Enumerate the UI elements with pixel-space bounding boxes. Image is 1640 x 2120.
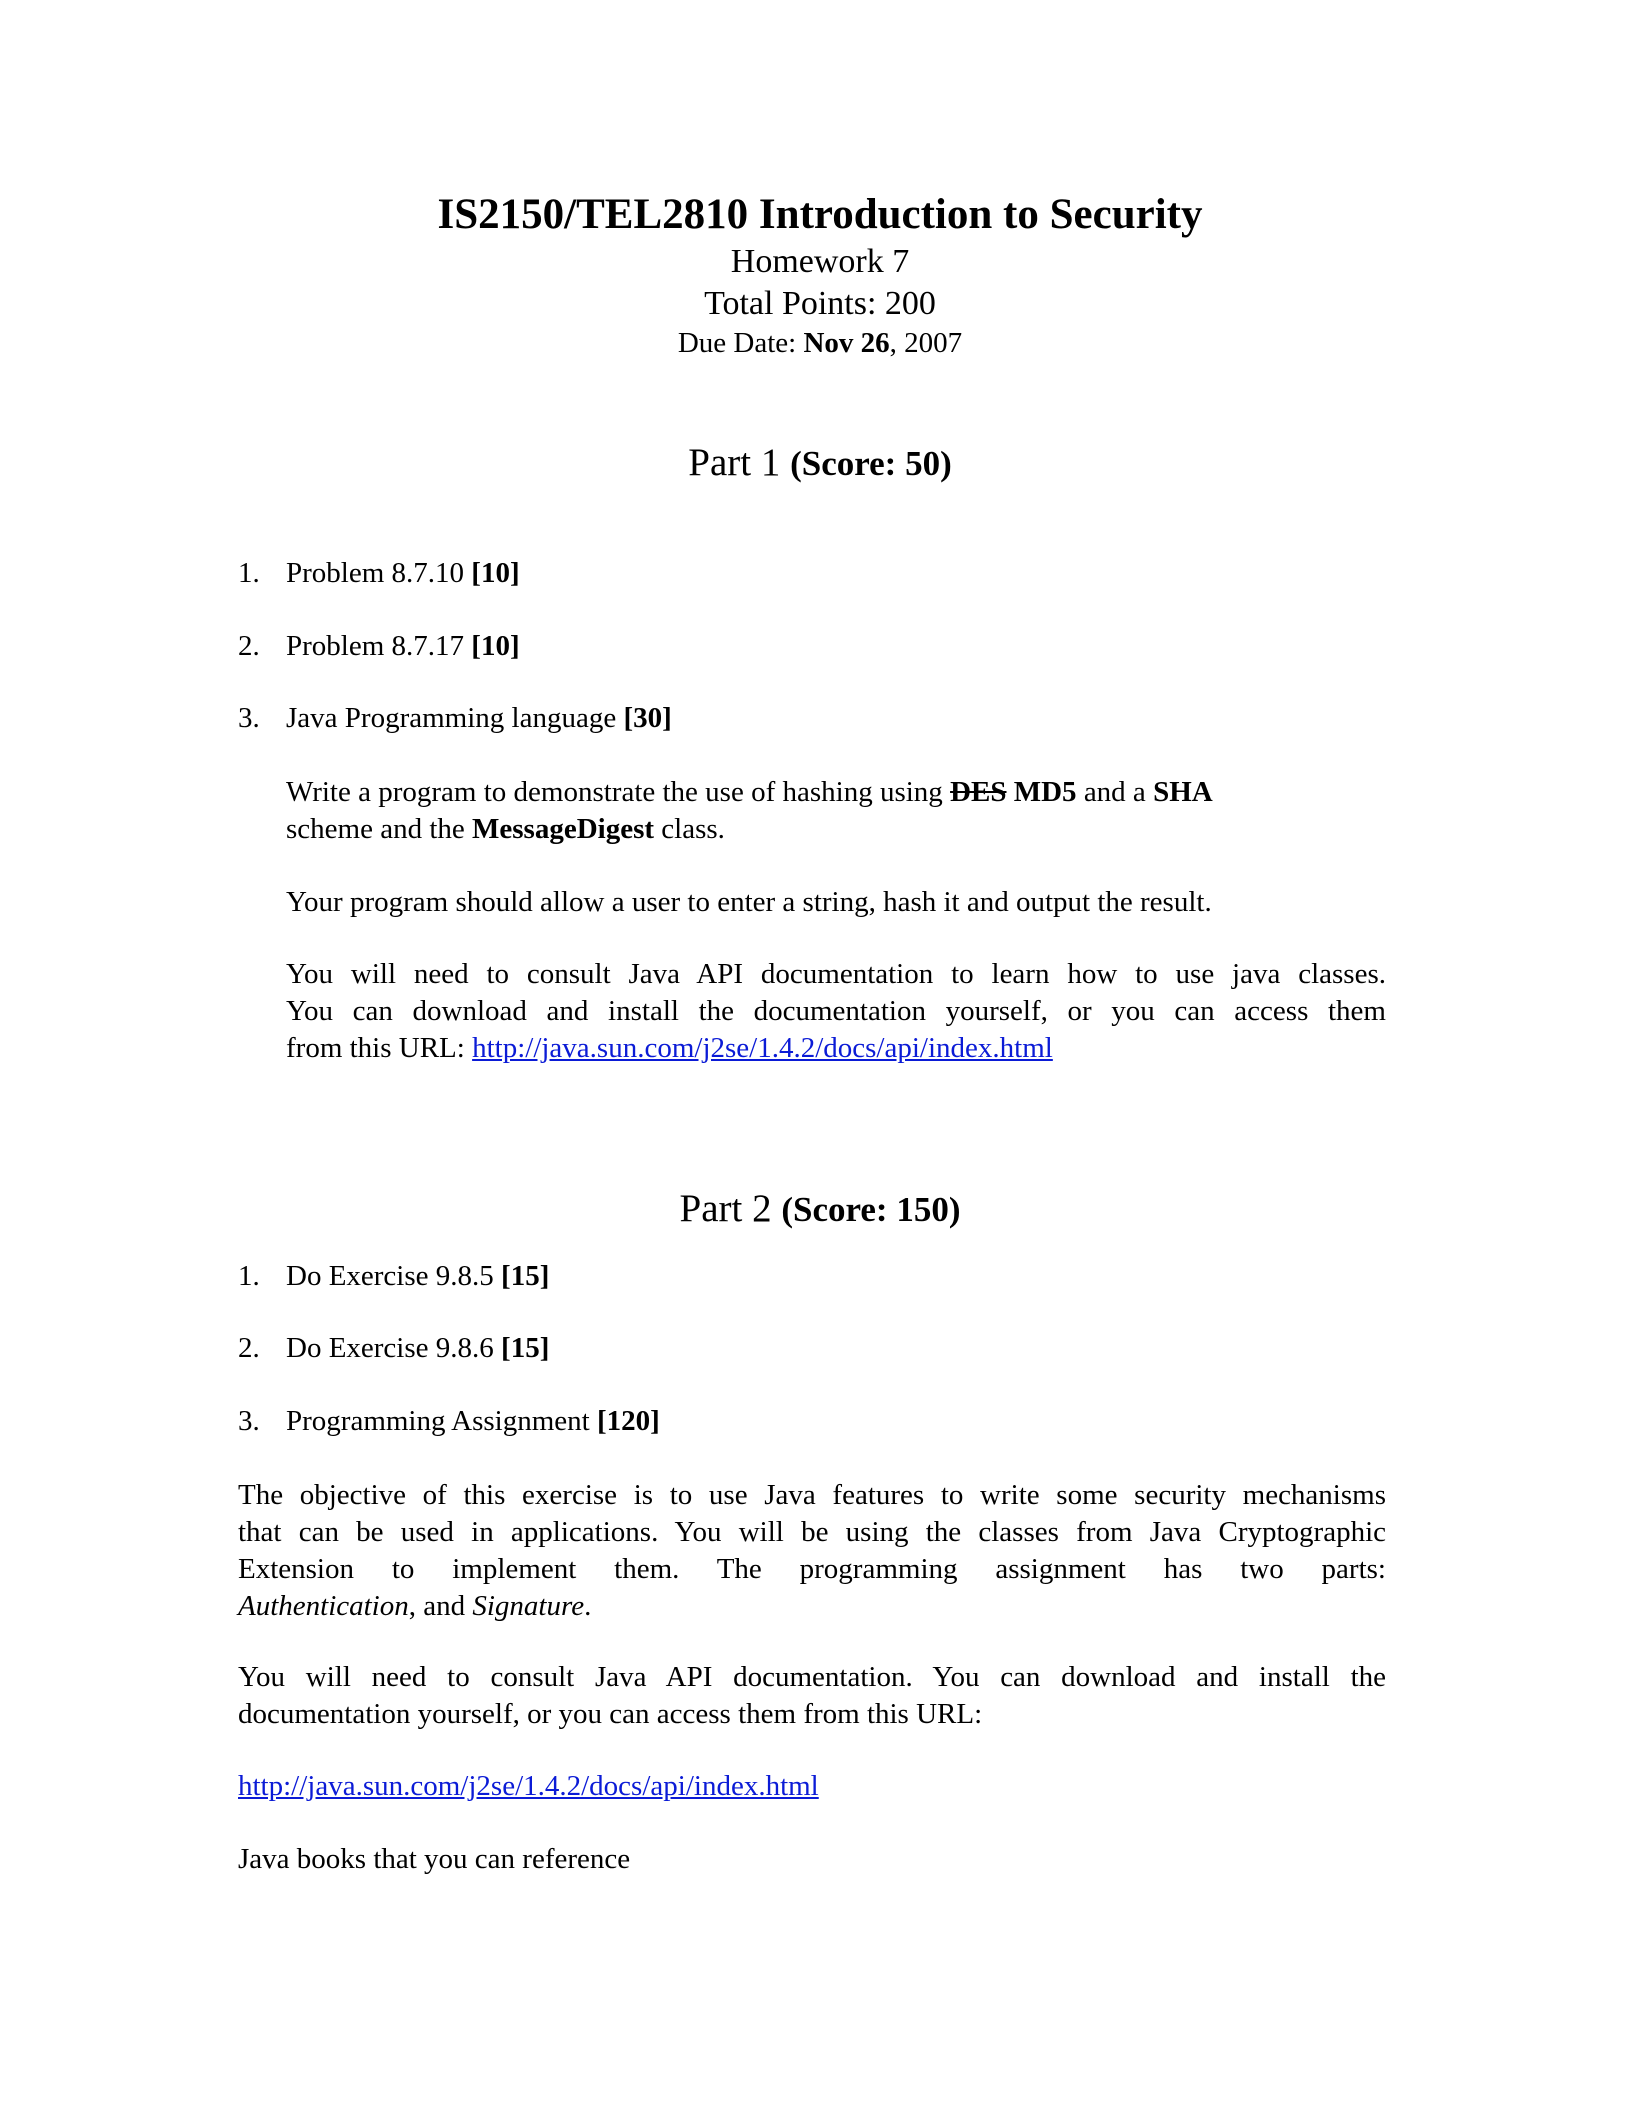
list-number: 2. xyxy=(238,1332,260,1364)
api-line-2: You can download and install the documentation yourself, or you can access them xyxy=(286,995,1386,1027)
text-run: . xyxy=(584,1590,592,1622)
sha-term: SHA xyxy=(1153,776,1213,808)
api-docs-link-2[interactable]: http://java.sun.com/j2se/1.4.2/docs/api/index.html xyxy=(238,1770,819,1802)
list-number: 3. xyxy=(238,1405,260,1437)
objective-line-4 xyxy=(238,1588,1386,1625)
item-text: Do Exercise 9.8.5 xyxy=(286,1260,502,1292)
item-points: [10] xyxy=(471,557,520,589)
part2-item-1 xyxy=(238,1260,549,1293)
hashing-paragraph xyxy=(286,774,1386,848)
text-run xyxy=(1006,776,1013,808)
total-points: Total Points: 200 xyxy=(704,285,936,322)
api-line-3 xyxy=(286,1030,1386,1067)
text-run: scheme and the xyxy=(286,813,473,845)
url-paragraph xyxy=(238,1768,1386,1805)
text-run: and a xyxy=(1076,776,1154,808)
objective-line-1: The objective of this exercise is to use Java features to write some security mechanisms xyxy=(238,1479,1386,1511)
due-date-label: Due Date: xyxy=(677,327,804,359)
part2-title: Part 2 xyxy=(679,1187,772,1230)
item-points: [15] xyxy=(501,1260,550,1292)
part2-score: (Score: 150) xyxy=(781,1190,961,1229)
consult-paragraph xyxy=(238,1659,1386,1733)
struck-des: DES xyxy=(950,776,1007,808)
item-text: Problem 8.7.17 xyxy=(286,630,472,662)
books-paragraph xyxy=(238,1841,1386,1878)
item-text: Problem 8.7.10 xyxy=(286,557,472,589)
signature-term: Signature xyxy=(472,1590,585,1622)
item-text: Do Exercise 9.8.6 xyxy=(286,1332,502,1364)
part1-item-3 xyxy=(238,702,672,735)
md5-term: MD5 xyxy=(1013,776,1077,808)
part1-score: (Score: 50) xyxy=(790,444,952,483)
user-input-line: Your program should allow a user to enter a string, hash it and output the result. xyxy=(286,886,1212,918)
consult-line-2: documentation yourself, or you can access them from this URL: xyxy=(238,1698,983,1730)
api-paragraph xyxy=(286,956,1386,1067)
hashing-line-2 xyxy=(286,811,1386,848)
due-date xyxy=(0,327,1640,360)
list-number: 1. xyxy=(238,1260,260,1292)
text-run: from this URL: xyxy=(286,1032,473,1064)
document-title: IS2150/TEL2810 Introduction to Security xyxy=(437,191,1203,238)
consult-line-1: You will need to consult Java API documentation. You can download and install the xyxy=(238,1661,1386,1693)
books-line: Java books that you can reference xyxy=(238,1843,631,1875)
hashing-line-1 xyxy=(286,774,1386,811)
list-number: 1. xyxy=(238,557,260,589)
homework-number: Homework 7 xyxy=(730,243,910,280)
user-input-paragraph xyxy=(286,884,1386,921)
due-date-year: , 2007 xyxy=(889,327,963,359)
text-run: , and xyxy=(408,1590,473,1622)
messagedigest-term: MessageDigest xyxy=(472,813,655,845)
authentication-term: Authentication xyxy=(238,1590,409,1622)
item-text: Java Programming language xyxy=(286,702,624,734)
objective-paragraph xyxy=(238,1477,1386,1625)
objective-line-2: that can be used in applications. You will be using the classes from Java Cryptographic xyxy=(238,1516,1386,1548)
item-text: Programming Assignment xyxy=(286,1405,597,1437)
text-run: Write a program to demonstrate the use of hashing using xyxy=(286,776,951,808)
part1-heading xyxy=(0,440,1640,485)
part1-title: Part 1 xyxy=(688,441,781,484)
api-docs-link[interactable]: http://java.sun.com/j2se/1.4.2/docs/api/index.html xyxy=(472,1032,1053,1064)
text-run: class. xyxy=(654,813,725,845)
item-points: [30] xyxy=(623,702,672,734)
api-line-1: You will need to consult Java API documentation to learn how to use java classes. xyxy=(286,958,1386,990)
part2-item-3 xyxy=(238,1405,660,1438)
part1-item-2 xyxy=(238,630,520,663)
item-points: [15] xyxy=(501,1332,550,1364)
part1-item-1 xyxy=(238,557,520,590)
list-number: 2. xyxy=(238,630,260,662)
part2-item-2 xyxy=(238,1332,549,1365)
list-number: 3. xyxy=(238,702,260,734)
item-points: [10] xyxy=(471,630,520,662)
due-date-value: Nov 26 xyxy=(803,327,890,359)
item-points: [120] xyxy=(596,1405,660,1437)
objective-line-3: Extension to implement them. The programming assignment has two parts: xyxy=(238,1553,1386,1585)
part2-heading xyxy=(0,1186,1640,1231)
